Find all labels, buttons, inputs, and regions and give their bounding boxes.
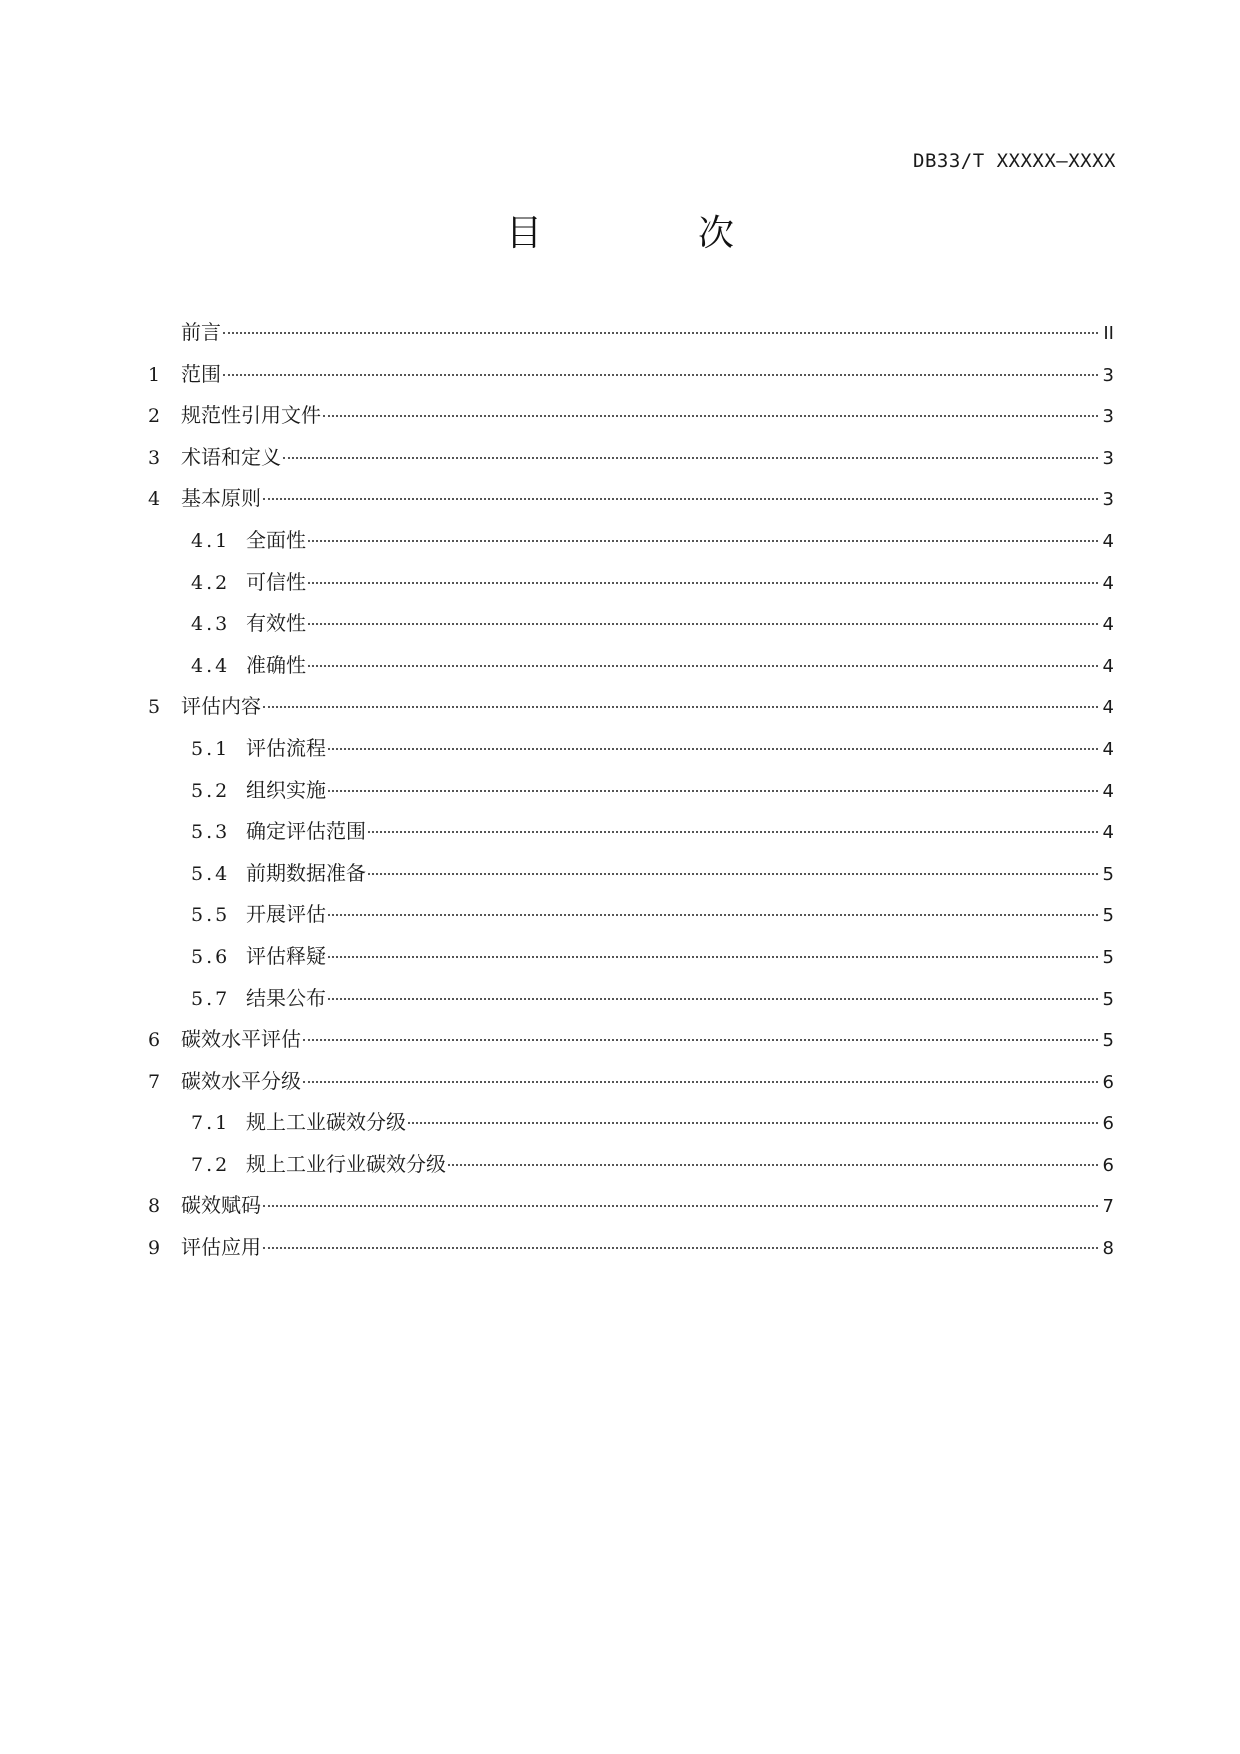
- toc-entry-page: 4: [1102, 780, 1114, 802]
- toc-entry[interactable]: [148, 1231, 1114, 1273]
- toc-entry-page: 4: [1102, 738, 1114, 760]
- toc-entry-label: 碳效赋码: [181, 1193, 261, 1218]
- dot-leader: [263, 498, 1098, 500]
- toc-entry-page: 3: [1102, 364, 1114, 386]
- toc-entry-number: 7.1: [191, 1112, 231, 1135]
- toc-entry[interactable]: [148, 898, 1114, 940]
- toc-entry-label: 前言: [181, 320, 221, 344]
- dot-leader: [223, 332, 1098, 334]
- toc-entry[interactable]: [148, 399, 1114, 441]
- dot-leader: [308, 582, 1098, 584]
- toc-entry[interactable]: [148, 940, 1114, 982]
- toc-entry-number: 7: [148, 1070, 161, 1093]
- toc-entry-label: 前期数据准备: [246, 860, 366, 885]
- toc-entry-page: 5: [1102, 905, 1114, 927]
- toc-entry[interactable]: [148, 690, 1114, 732]
- dot-leader: [283, 457, 1098, 459]
- toc-entry[interactable]: [148, 607, 1114, 649]
- toc-entry-page: 4: [1102, 822, 1114, 844]
- toc-list: [148, 316, 1114, 1273]
- toc-entry-page: 4: [1102, 655, 1114, 677]
- dot-leader: [308, 665, 1098, 667]
- toc-entry-page: II: [1103, 323, 1114, 344]
- toc-entry[interactable]: [148, 649, 1114, 691]
- toc-entry-page: 6: [1102, 1071, 1114, 1093]
- toc-entry-number: 5.7: [191, 987, 231, 1010]
- toc-entry-number: 4.3: [191, 613, 231, 636]
- document-code: DB33/T XXXXX—XXXX: [913, 150, 1116, 172]
- toc-entry-number: 5.2: [191, 779, 231, 802]
- toc-entry-page: 3: [1102, 406, 1114, 428]
- dot-leader: [308, 623, 1098, 625]
- toc-entry-page: 6: [1102, 1154, 1114, 1176]
- toc-entry-label: 评估内容: [181, 694, 261, 719]
- dot-leader: [303, 1039, 1098, 1041]
- dot-leader: [448, 1164, 1098, 1166]
- toc-entry-label: 碳效水平分级: [181, 1068, 301, 1093]
- dot-leader: [303, 1081, 1098, 1083]
- toc-entry[interactable]: [148, 358, 1114, 400]
- toc-entry-page: 5: [1102, 863, 1114, 885]
- toc-entry-label: 评估应用: [181, 1235, 261, 1260]
- dot-leader: [328, 998, 1098, 1000]
- toc-entry[interactable]: [148, 982, 1114, 1024]
- toc-entry-number: 5.4: [191, 862, 231, 885]
- toc-entry[interactable]: [148, 1189, 1114, 1231]
- toc-entry-label: 可信性: [246, 569, 306, 594]
- toc-entry[interactable]: [148, 1106, 1114, 1148]
- toc-entry[interactable]: [148, 732, 1114, 774]
- dot-leader: [408, 1122, 1098, 1124]
- toc-entry[interactable]: [148, 1023, 1114, 1065]
- toc-entry-number: 4.2: [191, 571, 231, 594]
- dot-leader: [328, 956, 1098, 958]
- toc-entry-page: 3: [1102, 447, 1114, 469]
- toc-entry-label: 评估流程: [246, 735, 326, 760]
- toc-entry-number: 5.1: [191, 737, 231, 760]
- toc-entry[interactable]: [148, 482, 1114, 524]
- toc-entry-number: 6: [148, 1029, 161, 1052]
- dot-leader: [308, 540, 1098, 542]
- toc-entry-number: 3: [148, 446, 161, 469]
- toc-entry-label: 有效性: [246, 611, 306, 636]
- dot-leader: [328, 748, 1098, 750]
- toc-entry-page: 3: [1102, 489, 1114, 511]
- toc-entry[interactable]: [148, 441, 1114, 483]
- toc-entry-number: 4.1: [191, 529, 231, 552]
- toc-entry-page: 4: [1102, 572, 1114, 594]
- dot-leader: [368, 873, 1098, 875]
- dot-leader: [328, 914, 1098, 916]
- dot-leader: [328, 790, 1098, 792]
- toc-entry-label: 评估释疑: [246, 943, 326, 968]
- toc-entry-label: 规范性引用文件: [181, 403, 321, 428]
- toc-entry-number: 5.5: [191, 904, 231, 927]
- toc-entry-number: 9: [148, 1237, 161, 1260]
- toc-entry[interactable]: [148, 524, 1114, 566]
- toc-title: 目 次: [505, 213, 794, 254]
- toc-entry-page: 7: [1102, 1196, 1114, 1218]
- dot-leader: [368, 831, 1098, 833]
- dot-leader: [323, 415, 1098, 417]
- dot-leader: [263, 1205, 1098, 1207]
- toc-entry-page: 4: [1102, 530, 1114, 552]
- toc-entry[interactable]: [148, 316, 1114, 358]
- toc-entry-number: 4: [148, 488, 161, 511]
- toc-entry-page: 6: [1102, 1113, 1114, 1135]
- toc-entry-label: 准确性: [246, 652, 306, 677]
- toc-entry[interactable]: [148, 815, 1114, 857]
- toc-entry-label: 范围: [181, 361, 221, 386]
- toc-entry-page: 5: [1102, 1030, 1114, 1052]
- dot-leader: [263, 706, 1098, 708]
- dot-leader: [223, 374, 1098, 376]
- toc-entry-number: 5: [148, 696, 161, 719]
- toc-entry-page: 5: [1102, 988, 1114, 1010]
- toc-entry[interactable]: [148, 1148, 1114, 1190]
- toc-entry[interactable]: [148, 857, 1114, 899]
- toc-entry[interactable]: [148, 1065, 1114, 1107]
- toc-entry-label: 碳效水平评估: [181, 1027, 301, 1052]
- toc-entry-label: 全面性: [246, 527, 306, 552]
- toc-entry[interactable]: [148, 566, 1114, 608]
- toc-entry-number: 2: [148, 405, 161, 428]
- toc-entry-page: 5: [1102, 946, 1114, 968]
- toc-entry-label: 确定评估范围: [246, 819, 366, 844]
- toc-entry-label: 结果公布: [246, 985, 326, 1010]
- toc-entry-number: 1: [148, 363, 161, 386]
- toc-entry-number: 5.6: [191, 945, 231, 968]
- toc-entry-number: 5.3: [191, 821, 231, 844]
- toc-entry-page: 4: [1102, 614, 1114, 636]
- toc-entry-number: 8: [148, 1195, 161, 1218]
- toc-entry-page: 4: [1102, 697, 1114, 719]
- toc-entry[interactable]: [148, 774, 1114, 816]
- toc-entry-label: 规上工业碳效分级: [246, 1110, 406, 1135]
- toc-entry-number: 7.2: [191, 1153, 231, 1176]
- toc-entry-label: 开展评估: [246, 902, 326, 927]
- toc-entry-number: 4.4: [191, 654, 231, 677]
- dot-leader: [263, 1247, 1098, 1249]
- toc-entry-label: 基本原则: [181, 486, 261, 511]
- toc-entry-label: 组织实施: [246, 777, 326, 802]
- toc-entry-label: 术语和定义: [181, 444, 281, 469]
- toc-entry-label: 规上工业行业碳效分级: [246, 1151, 446, 1176]
- toc-entry-page: 8: [1102, 1238, 1114, 1260]
